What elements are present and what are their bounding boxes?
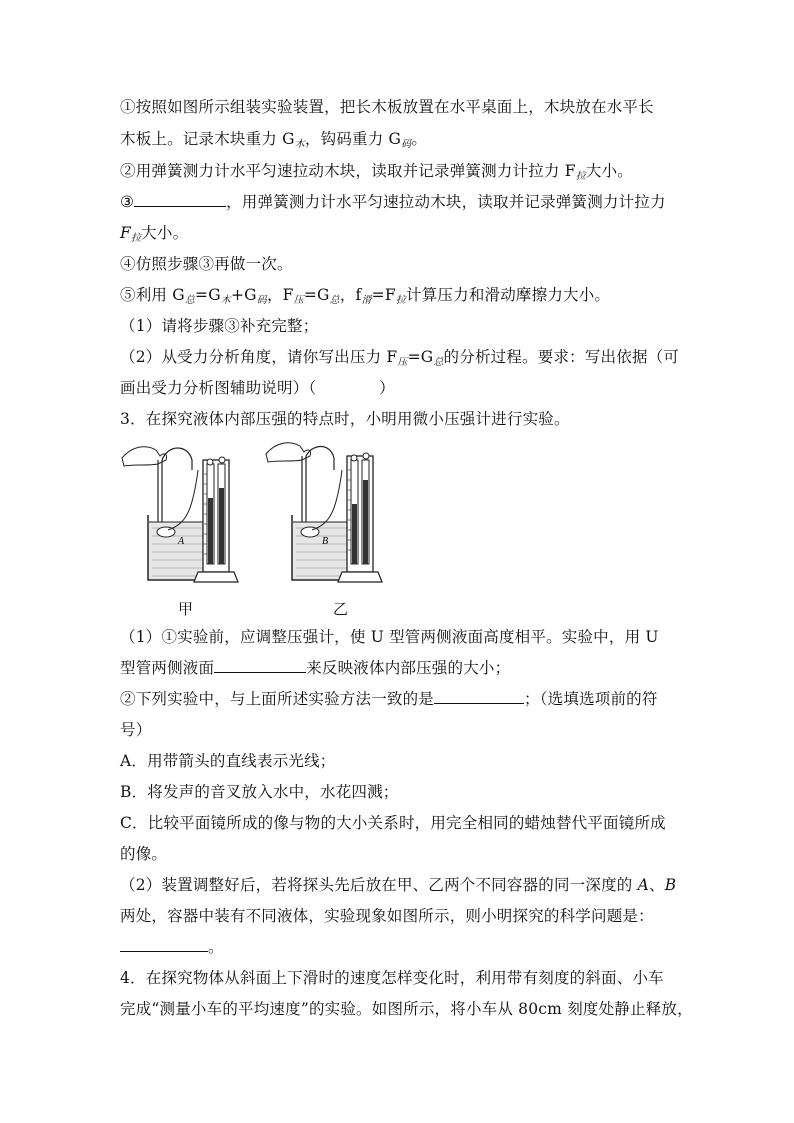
p3-q1-2-cont: 号） [120, 721, 152, 739]
problem-4-title: 4．在探究物体从斜面上下滑时的速度怎样变化时，利用带有刻度的斜面、小车 [120, 969, 664, 987]
p3-q2-line: （2）装置调整好后，若将探头先后放在甲、乙两个不同容器的同一深度的 A、B [120, 876, 677, 894]
p3-q2-cont: 两处，容器中装有不同液体，实验现象如图所示，则小明探究的科学问题是： [120, 907, 654, 925]
probe-label-a: A [178, 536, 185, 547]
science-question-blank[interactable] [120, 936, 208, 952]
question-2-cont: 画出受力分析图辅助说明）（ ） [120, 379, 395, 397]
p3-q1-2: ②下列实验中，与上面所述实验方法一致的是 ；（选填选项前的符 [120, 690, 658, 708]
step-1-cont: 木板上。记录木块重力 G木，钩码重力 G码。 [120, 130, 428, 150]
figure-caption-jia: 甲 [178, 600, 194, 618]
pressure-gauge-figure-yi [262, 430, 392, 586]
step-3-blank[interactable] [134, 191, 226, 207]
probe-label-b: B [322, 536, 329, 547]
p3-q1-cont: 型管两侧液面 来反映液体内部压强的大小； [120, 659, 511, 677]
step-4-line: ④仿照步骤③再做一次。 [120, 255, 293, 273]
option-c-cont: 的像。 [120, 845, 168, 863]
method-choice-blank[interactable] [434, 688, 524, 704]
option-a: A．用带箭头的直线表示光线； [120, 752, 336, 770]
question-1: （1）请将步骤③补充完整； [120, 317, 319, 335]
pressure-gauge-figure-jia [118, 430, 248, 586]
step-3-line: ③ ，用弹簧测力计水平匀速拉动木块，读取并记录弹簧测力计拉力 [120, 193, 666, 211]
problem-3-title: 3．在探究液体内部压强的特点时，小明用微小压强计进行实验。 [120, 410, 570, 428]
step-2-line: ②用弹簧测力计水平匀速拉动木块，读取并记录弹簧测力计拉力 F拉大小。 [120, 162, 633, 182]
step-5-line: ⑤利用 G总=G木+G码，F压=G总，f滑=F拉计算压力和滑动摩擦力大小。 [120, 286, 611, 306]
question-2: （2）从受力分析角度，请你写出压力 F压=G总的分析过程。要求：写出依据（可 [120, 348, 680, 368]
p3-q1-line: （1）①实验前，应调整压强计，使 U 型管两侧液面高度相平。实验中，用 U [120, 628, 659, 646]
option-c: C．比较平面镜所成的像与物的大小关系时，用完全相同的蜡烛替代平面镜所成 [120, 814, 666, 832]
problem-4-cont: 完成“测量小车的平均速度”的实验。如图所示，将小车从 80cm 刻度处静止释放， [120, 1000, 693, 1018]
option-b: B．将发声的音叉放入水中，水花四溅； [120, 783, 399, 801]
p3-q2-answer: 。 [120, 936, 690, 958]
step-1-line: ①按照如图所示组装实验装置，把长木板放置在水平桌面上，木块放在水平长 [120, 98, 654, 116]
figure-caption-yi: 乙 [333, 600, 349, 618]
liquid-level-blank[interactable] [214, 657, 306, 673]
step-3-cont: F拉大小。 [120, 224, 189, 244]
